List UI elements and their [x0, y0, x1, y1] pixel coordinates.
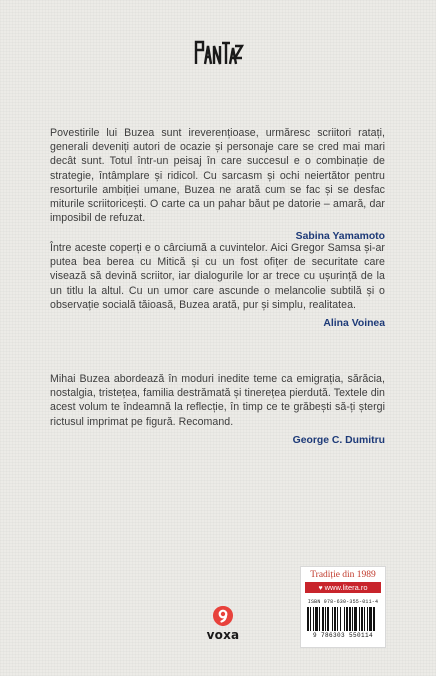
- tradition-label: Tradiție din 1989: [310, 570, 376, 580]
- pantazi-logo: [193, 38, 245, 66]
- barcode-bar: [359, 607, 360, 631]
- barcode-bar: [332, 607, 333, 631]
- barcode-bar: [346, 607, 348, 631]
- barcode-bar: [349, 607, 351, 631]
- isbn-label: ISBN 978-630-355-011-4: [307, 599, 379, 605]
- barcode-bar: [373, 607, 375, 631]
- publisher-name: voxa: [206, 628, 240, 642]
- website-banner: [305, 582, 381, 593]
- review-text: Povestirile lui Buzea sunt ireverențioase, urmăresc scriitori ratați, generali deveniți autori de ocazie și personaje care se cred mai mari decât sunt. Totul într-un peisaj în care succesul e o combinație de strategie, întâmplare și ridicol. Cu sarcasm și ochi neiertător pentru resorturile ambiției umane, Buzea ne arată cum se fac și se desfac miturile scriitoricești. O carte ca un pahar băut pe datorie – amară, dar imposibil de refuzat.: [50, 127, 385, 225]
- review-3: [50, 372, 385, 446]
- barcode: [306, 607, 380, 631]
- review-text: Între aceste coperți e o cârciumă a cuvintelor. Aici Gregor Samsa și-ar putea bea berea cu Mitică și cu un fost ofițer de securitate care visează să devină scriitor, iar dialogurile lor ar trece cu ușurință de la un titlu la altul. Cu un umor care ascunde o melancolie subtilă și o observație socială tăioasă, Buzea arată, pur și simplu, realitatea.: [50, 242, 385, 311]
- barcode-bar: [361, 607, 363, 631]
- barcode-bar: [354, 607, 357, 631]
- website-label: www.litera.ro: [324, 583, 368, 592]
- barcode-bar: [352, 607, 353, 631]
- barcode-bar: [337, 607, 338, 631]
- barcode-digits: 9 786303 550114: [312, 632, 373, 639]
- review-author: Alina Voinea: [323, 318, 385, 330]
- barcode-bar: [307, 607, 309, 631]
- review-author: George C. Dumitru: [292, 434, 385, 446]
- heart-icon: ♥: [318, 585, 323, 592]
- barcode-bar: [344, 607, 345, 631]
- publisher-logo: [203, 605, 243, 642]
- price-sticker: [300, 566, 386, 648]
- barcode-bar: [334, 607, 336, 631]
- barcode-bar: [364, 607, 365, 631]
- barcode-bar: [369, 607, 372, 631]
- barcode-bar: [367, 607, 368, 631]
- barcode-bar: [327, 607, 329, 631]
- barcode-bar: [340, 607, 341, 631]
- barcode-bar: [325, 607, 326, 631]
- barcode-bar: [315, 607, 318, 631]
- barcode-bar: [319, 607, 320, 631]
- review-text: Mihai Buzea abordează în moduri inedite teme ca emigrația, sărăcia, nostalgia, tristețea, familia destrămată și tinerețea pierdută. Textele din acest volum te îndeamnă la reflecție, în timp ce te grăbești să-ți ștergi rictusul imprimat pe figură. Recomand.: [50, 373, 385, 428]
- barcode-bar: [322, 607, 324, 631]
- review-1: [50, 126, 385, 242]
- barcode-bar: [310, 607, 311, 631]
- review-author: Sabina Yamamoto: [295, 231, 385, 243]
- review-2: [50, 241, 385, 329]
- voxa-logo-icon: [212, 605, 234, 627]
- barcode-bar: [313, 607, 314, 631]
